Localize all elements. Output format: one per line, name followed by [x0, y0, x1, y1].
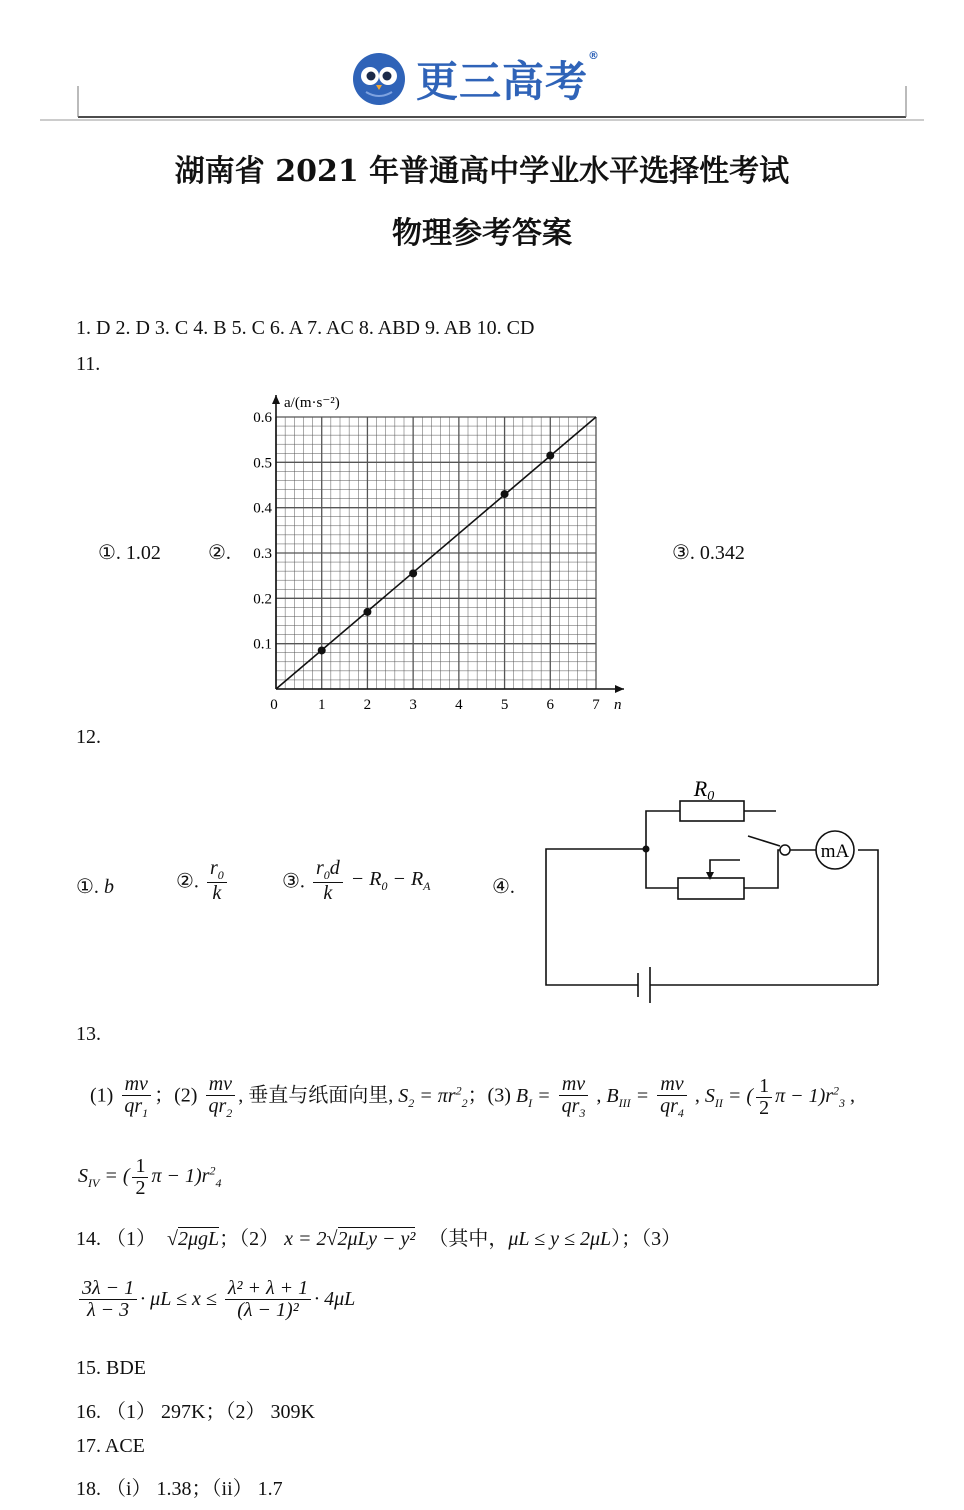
y-tick-label: 0.2 [253, 591, 272, 608]
q12-part3: ③. $\frac{r_0d}{k}$ − $R_0 - R_A$ [282, 857, 431, 904]
x-axis-arrow [615, 685, 624, 693]
page-subtitle: 物理参考答案 [392, 216, 572, 251]
x-tick-label: 7 [592, 697, 600, 713]
data-point [318, 646, 326, 654]
answer-15: 15. BDE [76, 1357, 146, 1379]
x-tick-label: 5 [500, 697, 509, 713]
x-tick-label: 2 [363, 697, 372, 713]
brand-name: 更三高考® [416, 49, 601, 106]
data-point [409, 569, 417, 577]
x-tick-label: 1 [317, 697, 326, 713]
answer-16: 16. （1） 297K；（2） 309K [76, 1401, 315, 1423]
r0-resistor-icon [680, 801, 744, 821]
x-tick-label: 0 [270, 697, 278, 713]
q11-part1: ①. 1.02 [98, 542, 161, 564]
y-tick-label: 0.6 [253, 410, 272, 426]
y-tick-label: 0.4 [253, 500, 272, 517]
y-tick-label: 0.3 [253, 546, 272, 562]
data-point [363, 608, 371, 616]
q11-part2: ②. [208, 542, 231, 564]
y-tick-label: 0.1 [253, 636, 272, 653]
q11-label: 11. [76, 353, 101, 375]
x-axis-label: n [614, 697, 622, 713]
q12-part4: ④. [492, 876, 515, 898]
q13-line2: $S_{IV}$ = ( $\frac{1}{2}$ $\pi - 1)r^2_4$ [78, 1154, 222, 1199]
rheostat-icon [678, 878, 744, 899]
x-tick-label: 4 [455, 697, 463, 713]
x-tick-label: 6 [546, 697, 555, 713]
answers-1-10: 1. D 2. D 3. C 4. B 5. C 6. A 7. AC 8. ABD 9. AB 10. CD [76, 317, 535, 339]
data-point [546, 452, 554, 460]
answer-18: 18. （i） 1.38；（ii） 1.7 [76, 1478, 283, 1500]
q12-part2: ②. $\frac{r_0}{k}$ [176, 858, 230, 904]
x-tick-label: 3 [409, 697, 417, 713]
q14-line1: 14. （1） √2μgL；（2） x = 2√2μLy − y² （其中，μL ≤ y ≤ 2μL）；（3） [76, 1228, 682, 1250]
q12-circuit [540, 770, 890, 1005]
data-point [501, 490, 509, 498]
q11-graph [230, 385, 640, 715]
q12-label: 12. [76, 726, 101, 748]
y-tick-label: 0.5 [253, 455, 272, 472]
meter-label: mA [820, 841, 850, 862]
answer-17: 17. ACE [76, 1435, 145, 1457]
q11-part3: ③. 0.342 [672, 542, 745, 564]
y-axis-label: a/(m·s⁻²) [284, 395, 340, 411]
q13-line1: (1) $\frac{mv}{qr_1}$ ；(2) $\frac{mv}{qr_2}$ , 垂直与纸面向里, $S_2 = \pi r^2_2$；(3) $B_I$ = $\frac{mv}{qr_3}$ , $B_{III}$ = $\frac{mv}{qr_4}$ , $S_{II}$ = ( $\frac{1}{2}$ $\pi - 1)r^2_3$ , [90, 1073, 856, 1121]
q13-label: 13. [76, 1023, 101, 1045]
page-title: 湖南省 2021 年普通高中学业水平选择性考试 [174, 154, 790, 189]
r0-label: R0 [693, 776, 715, 804]
q14-line2: $\frac{3\lambda - 1}{\lambda - 3}$ · μL ≤ x ≤ $\frac{\text{λ² + λ + 1}}{\text{(λ − 1)²}}$ · 4μL [76, 1278, 355, 1321]
header-rule [0, 0, 964, 130]
q12-part1: ①. b [76, 876, 114, 898]
y-axis-arrow [272, 395, 280, 404]
